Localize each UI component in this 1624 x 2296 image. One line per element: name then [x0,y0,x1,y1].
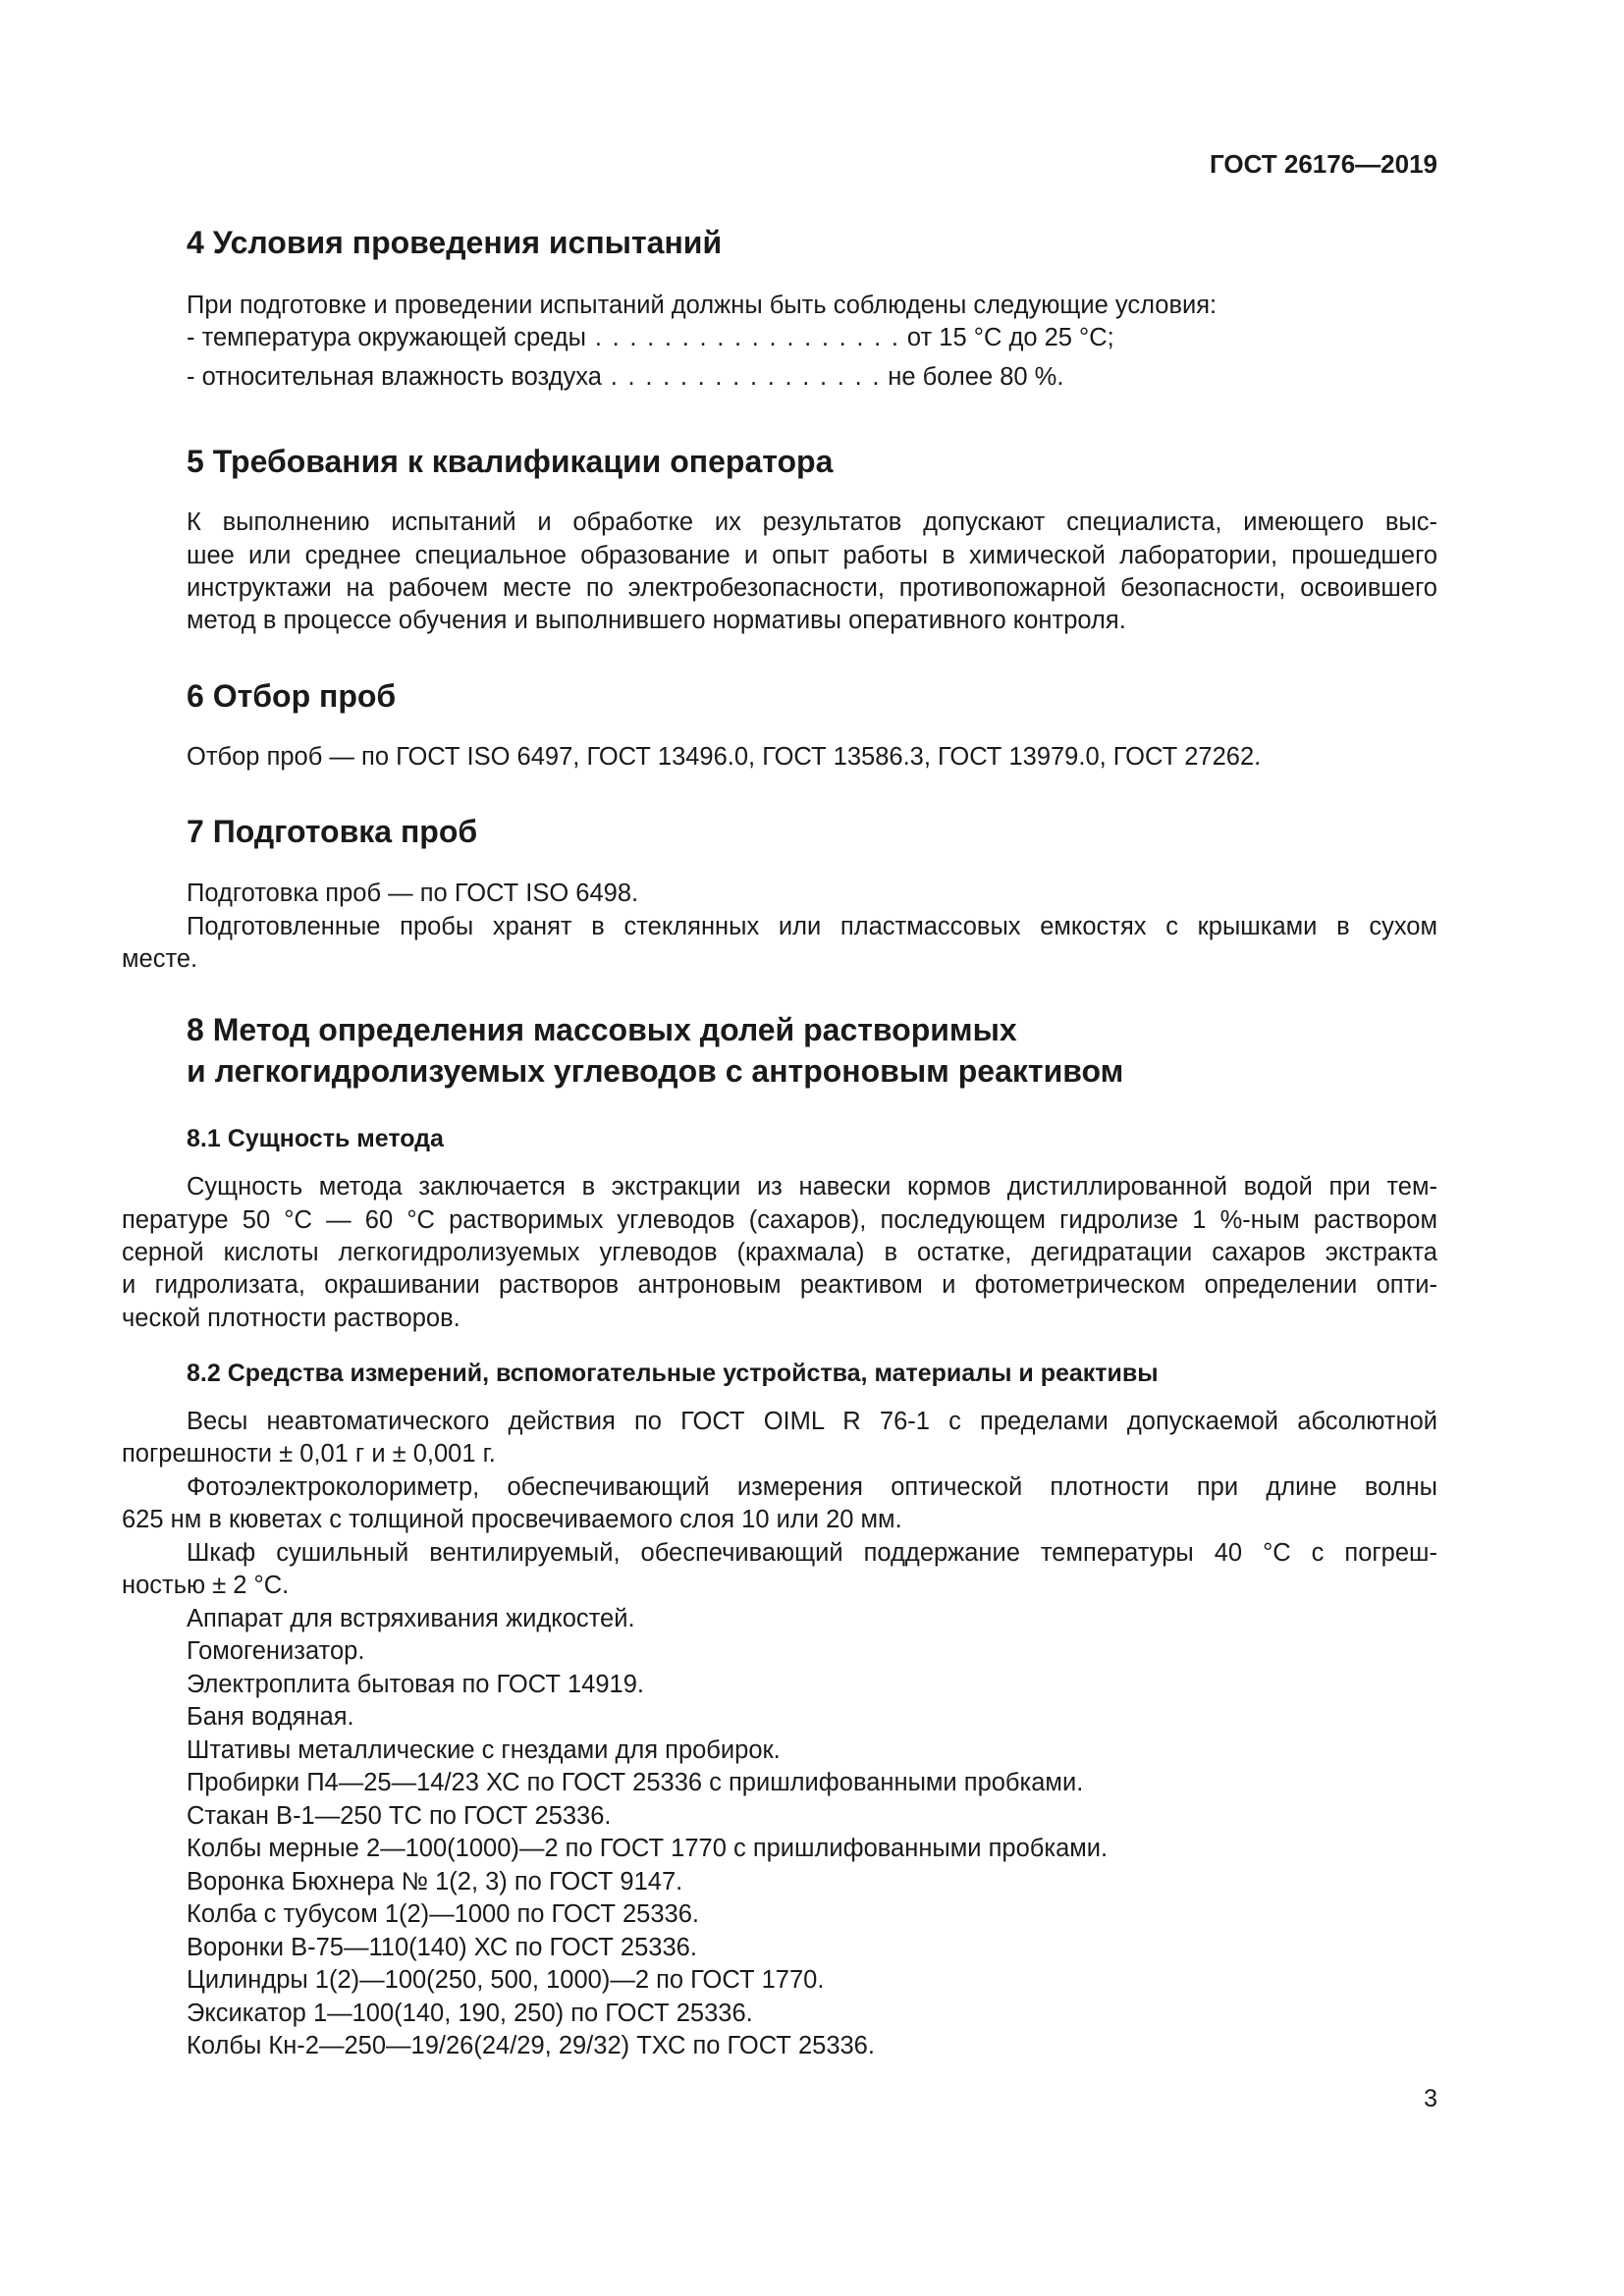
equipment-list-item: Цилиндры 1(2)—100(250, 500, 1000)—2 по ГОСТ 1770. [187,1966,825,1994]
section-8-1-line-3: серной кислоты легкогидролизуемых углеводов (крахмала) в остатке, дегидратации сахаров экстракта [122,1239,1437,1266]
equipment-list-item: Баня водяная. [187,1703,354,1731]
condition-value: не более 80 %. [881,363,1064,391]
section-8-1-heading: 8.1 Сущность метода [187,1125,444,1152]
equipment-list-item: Колба с тубусом 1(2)—1000 по ГОСТ 25336. [187,1900,699,1928]
section-8-heading-line-1: 8 Метод определения массовых долей растворимых [187,1012,1017,1047]
section-7-heading: 7 Подготовка проб [187,814,478,849]
condition-label: - относительная влажность воздуха [187,363,602,391]
section-7-para-2-line-1: Подготовленные пробы хранят в стеклянных или пластмассовых емкостях с крышками в сухом [187,913,1437,940]
dot-leader: . . . . . . . . . . . . . . . . . . [585,324,900,351]
section-5-line-1: К выполнению испытаний и обработке их результатов допускают специалиста, имеющего выс- [187,508,1437,536]
section-7-para-2-line-2: месте. [122,945,198,973]
condition-label: - температура окружающей среды [187,324,586,351]
section-5-line-4: метод в процессе обучения и выполнившего нормативы оперативного контроля. [187,607,1126,634]
section-8-heading-line-2: и легкогидролизуемых углеводов с антроновым реактивом [187,1053,1124,1089]
page-number: 3 [1424,2085,1437,2112]
section-5-line-3: инструктажи на рабочем месте по электробезопасности, противопожарной безопасности, освоившего [187,574,1437,602]
section-6-text: Отбор проб — по ГОСТ ISO 6497, ГОСТ 13496.0, ГОСТ 13586.3, ГОСТ 13979.0, ГОСТ 27262. [187,743,1262,771]
section-4-condition-temperature [187,324,1114,352]
section-8-2-para-2-line-2: 625 нм в кюветах с толщиной просвечиваемого слоя 10 или 20 мм. [122,1506,902,1533]
section-8-1-line-4: и гидролизата, окрашивании растворов антроновым реактивом и фотометрическом определении опти- [122,1271,1437,1299]
condition-value: от 15 °С до 25 °С; [899,324,1114,351]
section-4-intro: При подготовке и проведении испытаний должны быть соблюдены следующие условия: [187,292,1218,319]
equipment-list-item: Воронки В-75—110(140) ХС по ГОСТ 25336. [187,1934,697,1961]
section-4-heading: 4 Условия проведения испытаний [187,225,723,260]
section-5-line-2: шее или среднее специальное образование и опыт работы в химической лаборатории, прошедшего [187,542,1437,569]
dot-leader: . . . . . . . . . . . . . . . . [601,363,882,391]
section-8-2-para-2-line-1: Фотоэлектроколориметр, обеспечивающий измерения оптической плотности при длине волны [187,1473,1437,1501]
document-code: ГОСТ 26176—2019 [1210,149,1437,179]
equipment-list-item: Пробирки П4—25—14/23 ХС по ГОСТ 25336 с пришлифованными пробками. [187,1769,1084,1796]
section-5-heading: 5 Требования к квалификации оператора [187,444,834,479]
equipment-list-item: Штативы металлические с гнездами для пробирок. [187,1736,781,1764]
section-8-2-para-1-line-2: погрешности ± 0,01 г и ± 0,001 г. [122,1440,496,1468]
equipment-list-item: Колбы Кн-2—250—19/26(24/29, 29/32) ТХС по ГОСТ 25336. [187,2032,875,2059]
section-8-2-para-3-line-2: ностью ± 2 °С. [122,1572,290,1599]
section-8-2-para-1-line-1: Весы неавтоматического действия по ГОСТ OIML R 76-1 с пределами допускаемой абсолютной [187,1408,1437,1435]
equipment-list-item: Гомогенизатор. [187,1637,365,1665]
equipment-list-item: Стакан В-1—250 ТС по ГОСТ 25336. [187,1802,612,1830]
section-8-1-line-5: ческой плотности растворов. [122,1305,460,1332]
section-8-1-line-1: Сущность метода заключается в экстракции из навески кормов дистиллированной водой при тем- [187,1173,1437,1201]
section-8-1-line-2: пературе 50 °С — 60 °С растворимых углеводов (сахаров), последующем гидролизе 1 %-ным раствором [122,1206,1437,1234]
equipment-list-item: Колбы мерные 2—100(1000)—2 по ГОСТ 1770 с пришлифованными пробками. [187,1835,1109,1862]
section-7-para-1: Подготовка проб — по ГОСТ ISO 6498. [187,880,639,907]
equipment-list-item: Воронка Бюхнера № 1(2, 3) по ГОСТ 9147. [187,1868,683,1896]
equipment-list-item: Электроплита бытовая по ГОСТ 14919. [187,1671,644,1698]
section-8-2-heading: 8.2 Средства измерений, вспомогательные устройства, материалы и реактивы [187,1360,1159,1387]
section-4-condition-humidity [187,363,1063,392]
section-6-heading: 6 Отбор проб [187,678,397,714]
equipment-list-item: Эксикатор 1—100(140, 190, 250) по ГОСТ 25336. [187,2000,753,2027]
section-8-2-para-3-line-1: Шкаф сушильный вентилируемый, обеспечивающий поддержание температуры 40 °С с погреш- [187,1539,1437,1567]
equipment-list-item: Аппарат для встряхивания жидкостей. [187,1605,635,1632]
